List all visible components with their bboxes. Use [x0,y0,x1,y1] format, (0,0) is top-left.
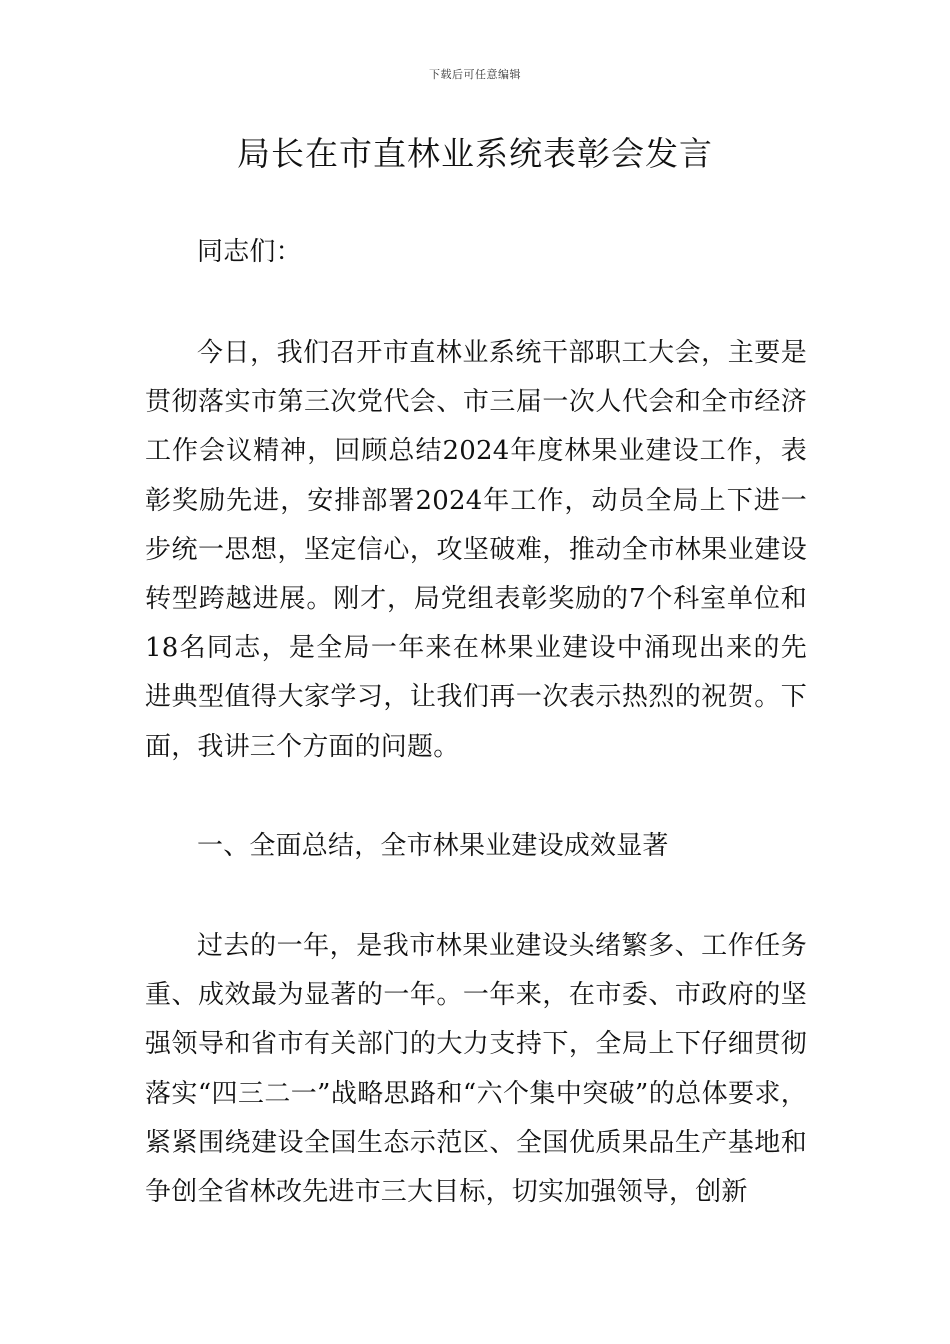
header-note: 下载后可任意编辑 [429,68,521,81]
section-heading: 一、全面总结，全市林果业建设成效显著 [197,831,669,861]
opening-paragraph: 今日，我们召开市直林业系统干部职工大会，主要是贯彻落实市第三次党代会、市三届一次人代会和全市经济工作会议精神，回顾总结2024年度林果业建设工作，表彰奖励先进，安排部署2024年工作，动员全局上下进一步统一思想，坚定信心，攻坚破难，推动全市林果业建设转型跨越进展。刚才，局党组表彰奖励的7个科室单位和18名同志，是全局一年来在林果业建设中涌现出来的先进典型值得大家学习，让我们再一次表示热烈的祝贺。下面，我讲三个方面的问题。 [145,338,807,762]
salutation: 同志们： [197,237,302,267]
section-paragraph: 过去的一年，是我市林果业建设头绪繁多、工作任务重、成效最为显著的一年。一年来，在市委、市政府的坚强领导和省市有关部门的大力支持下，全局上下仔细贯彻落实“四三二一”战略思路和“六个集中突破”的总体要求，紧紧围绕建设全国生态示范区、全国优质果品生产基地和争创全省林改先进市三大目标，切实加强领导，创新 [145,931,807,1208]
document-title: 局长在市直林业系统表彰会发言 [237,134,713,173]
